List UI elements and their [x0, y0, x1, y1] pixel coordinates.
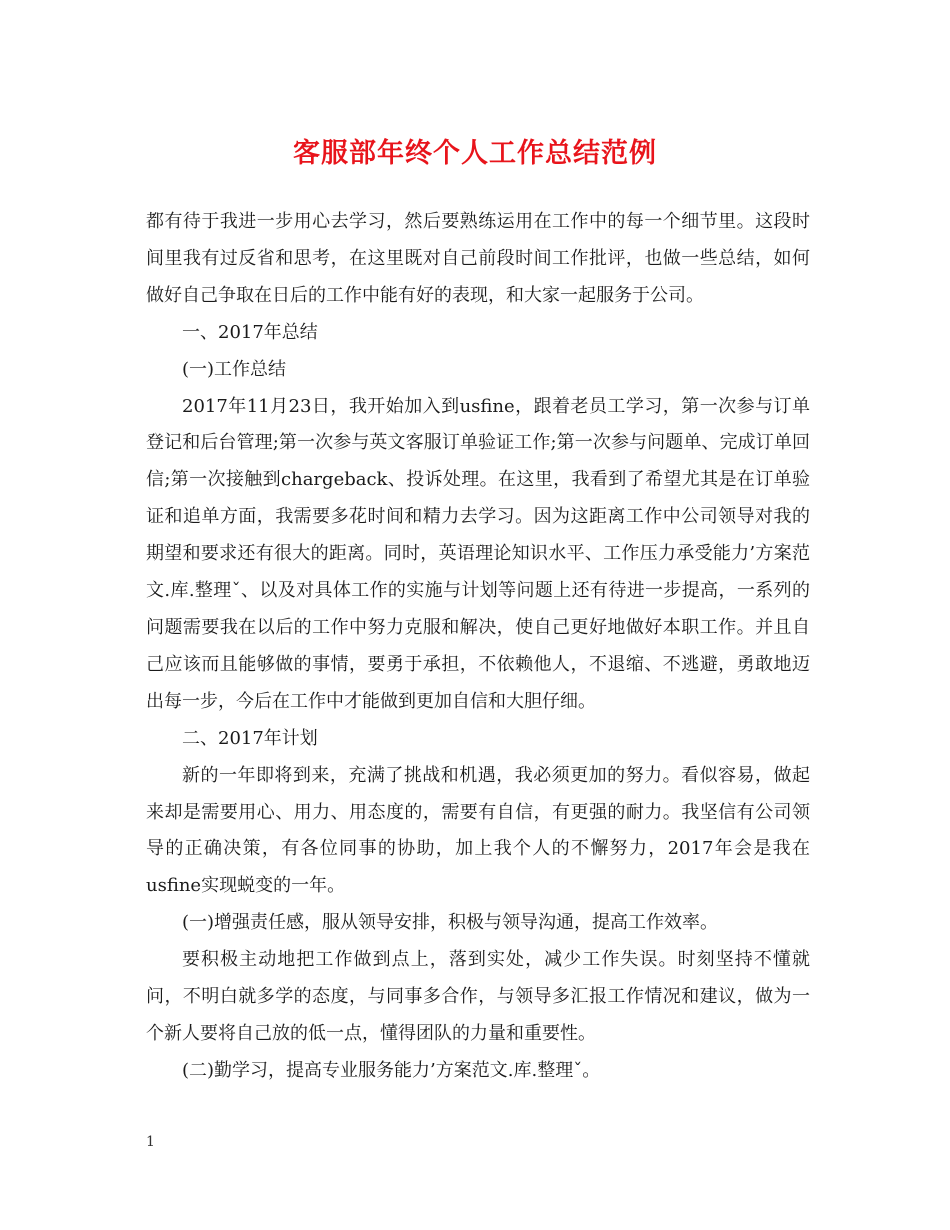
- paragraph: 2017年11月23日，我开始加入到usfine，跟着老员工学习，第一次参与订单登记和后台管理;第一次参与英文客服订单验证工作;第一次参与问题单、完成订单回信;第一次接触到chargeback、投诉处理。在这里，我看到了希望尤其是在订单验证和追单方面，我需要多花时间和精力去学习。因为这距离工作中公司领导对我的期望和要求还有很大的距离。同时，英语理论知识水平、工作压力承受能力’方案范文.库.整理ˇ、以及对具体工作的实施与计划等问题上还有待进一步提高，一系列的问题需要我在以后的工作中努力克服和解决，使自己更好地做好本职工作。并且自己应该而且能够做的事情，要勇于承担，不依赖他人，不退缩、不逃避，勇敢地迈出每一步，今后在工作中才能做到更加自信和大胆仔细。: [146, 395, 810, 712]
- page-number: 1: [146, 1134, 155, 1150]
- document-body: [146, 204, 810, 1090]
- document-title: 客服部年终个人工作总结范例: [293, 138, 657, 169]
- paragraph: 新的一年即将到来，充满了挑战和机遇，我必须更加的努力。看似容易，做起来却是需要用心、用力、用态度的，需要有自信，有更强的耐力。我坚信有公司领导的正确决策，有各位同事的协助，加上我个人的不懈努力，2017年会是我在usfine实现蜕变的一年。: [146, 764, 810, 897]
- subsection-heading-study: (二)勤学习，提高专业服务能力’方案范文.库.整理ˇ。: [182, 1059, 601, 1081]
- section-heading-2017-summary: 一、2017年总结: [182, 321, 318, 343]
- paragraph: 都有待于我进一步用心去学习，然后要熟练运用在工作中的每一个细节里。这段时间里我有过反省和思考，在这里既对自己前段时间工作批评，也做一些总结，如何做好自己争取在日后的工作中能有好的表现，和大家一起服务于公司。: [146, 211, 810, 306]
- paragraph: 要积极主动地把工作做到点上，落到实处，减少工作失误。时刻坚持不懂就问，不明白就多学的态度，与同事多合作，与领导多汇报工作情况和建议，做为一个新人要将自己放的低一点，懂得团队的力量和重要性。: [146, 949, 810, 1044]
- section-heading-2017-plan: 二、2017年计划: [182, 727, 318, 749]
- subsection-heading-responsibility: (一)增强责任感，服从领导安排，积极与领导沟通，提高工作效率。: [182, 912, 719, 934]
- subsection-heading-work-summary: (一)工作总结: [182, 358, 287, 380]
